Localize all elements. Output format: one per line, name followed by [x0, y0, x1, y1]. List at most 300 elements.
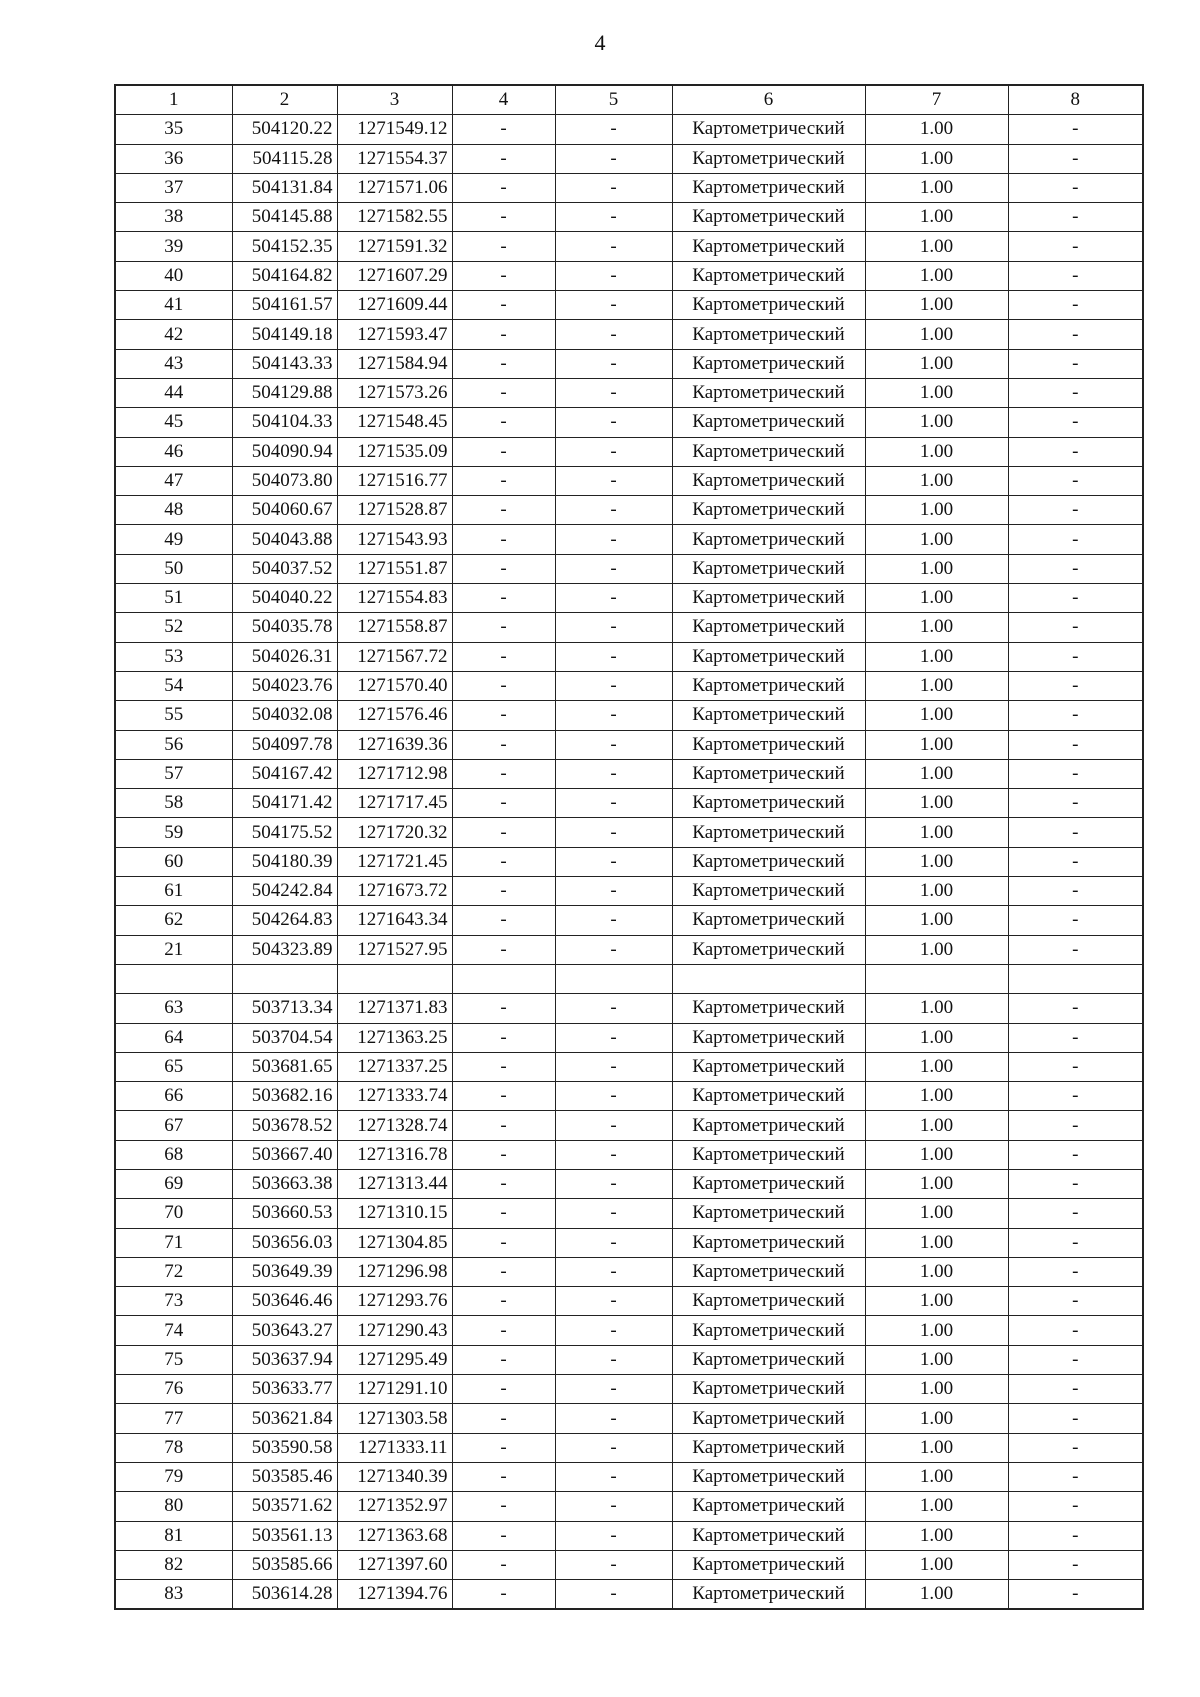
- x-coordinate-cell: 503646.46: [232, 1287, 337, 1316]
- col-5-cell: -: [555, 1375, 672, 1404]
- column-header-8: 8: [1008, 85, 1143, 115]
- col-4-cell: -: [452, 759, 555, 788]
- table-row: [115, 1345, 1143, 1374]
- col-5-cell: -: [555, 320, 672, 349]
- col-5-cell: -: [555, 906, 672, 935]
- accuracy-cell: 1.00: [865, 378, 1008, 407]
- col-8-cell: -: [1008, 818, 1143, 847]
- table-row: [115, 203, 1143, 232]
- point-number-cell: 65: [115, 1052, 232, 1081]
- method-cell: Картометрический: [672, 554, 865, 583]
- x-coordinate-cell: 504149.18: [232, 320, 337, 349]
- col-5-cell: -: [555, 994, 672, 1023]
- col-5-cell: -: [555, 466, 672, 495]
- x-coordinate-cell: 504090.94: [232, 437, 337, 466]
- col-5-cell: -: [555, 759, 672, 788]
- point-number-cell: 41: [115, 291, 232, 320]
- method-cell: Картометрический: [672, 994, 865, 1023]
- table-row: [115, 554, 1143, 583]
- col-4-cell: -: [452, 378, 555, 407]
- x-coordinate-cell: 503660.53: [232, 1199, 337, 1228]
- col-5-cell: -: [555, 1521, 672, 1550]
- x-coordinate-cell: 504131.84: [232, 173, 337, 202]
- col-4-cell: -: [452, 877, 555, 906]
- x-coordinate-cell: 504032.08: [232, 701, 337, 730]
- table-row: [115, 408, 1143, 437]
- method-cell: Картометрический: [672, 115, 865, 144]
- y-coordinate-cell: 1271593.47: [337, 320, 452, 349]
- x-coordinate-cell: 504164.82: [232, 261, 337, 290]
- col-8-cell: -: [1008, 994, 1143, 1023]
- col-5-cell: -: [555, 1228, 672, 1257]
- x-coordinate-cell: 503682.16: [232, 1082, 337, 1111]
- method-cell: Картометрический: [672, 642, 865, 671]
- col-5-cell: -: [555, 1580, 672, 1610]
- accuracy-cell: 1.00: [865, 232, 1008, 261]
- col-4-cell: -: [452, 349, 555, 378]
- col-5-cell: -: [555, 525, 672, 554]
- x-coordinate-cell: 503561.13: [232, 1521, 337, 1550]
- col-8-cell: -: [1008, 759, 1143, 788]
- col-4-cell: -: [452, 789, 555, 818]
- col-8-cell: -: [1008, 671, 1143, 700]
- accuracy-cell: 1.00: [865, 115, 1008, 144]
- col-8-cell: -: [1008, 877, 1143, 906]
- x-coordinate-cell: 503585.66: [232, 1550, 337, 1579]
- accuracy-cell: 1.00: [865, 789, 1008, 818]
- col-8-cell: -: [1008, 730, 1143, 759]
- table-row: [115, 730, 1143, 759]
- col-4-cell: -: [452, 701, 555, 730]
- table-row: [115, 1169, 1143, 1198]
- col-4-cell: -: [452, 1082, 555, 1111]
- col-4-cell: -: [452, 1111, 555, 1140]
- table-row: [115, 964, 1143, 993]
- col-8-cell: -: [1008, 232, 1143, 261]
- point-number-cell: 59: [115, 818, 232, 847]
- col-4-cell: -: [452, 1492, 555, 1521]
- col-4-cell: -: [452, 584, 555, 613]
- method-cell: Картометрический: [672, 847, 865, 876]
- col-5-cell: -: [555, 1287, 672, 1316]
- method-cell: Картометрический: [672, 496, 865, 525]
- col-5-cell: -: [555, 584, 672, 613]
- accuracy-cell: 1.00: [865, 408, 1008, 437]
- col-4-cell: -: [452, 613, 555, 642]
- method-cell: Картометрический: [672, 818, 865, 847]
- x-coordinate-cell: 504264.83: [232, 906, 337, 935]
- method-cell: Картометрический: [672, 730, 865, 759]
- col-5-cell: -: [555, 1023, 672, 1052]
- col-5-cell: -: [555, 642, 672, 671]
- y-coordinate-cell: 1271363.68: [337, 1521, 452, 1550]
- method-cell: Картометрический: [672, 759, 865, 788]
- col-4-cell: -: [452, 1404, 555, 1433]
- accuracy-cell: 1.00: [865, 1492, 1008, 1521]
- table-row: [115, 378, 1143, 407]
- column-header-2: 2: [232, 85, 337, 115]
- col-8-cell: -: [1008, 1521, 1143, 1550]
- col-5-cell: -: [555, 847, 672, 876]
- coordinates-table: [114, 84, 1144, 1610]
- method-cell: Картометрический: [672, 789, 865, 818]
- col-4-cell: -: [452, 496, 555, 525]
- accuracy-cell: 1.00: [865, 994, 1008, 1023]
- point-number-cell: 60: [115, 847, 232, 876]
- x-coordinate-cell: 504242.84: [232, 877, 337, 906]
- x-coordinate-cell: 504073.80: [232, 466, 337, 495]
- method-cell: Картометрический: [672, 701, 865, 730]
- x-coordinate-cell: 504026.31: [232, 642, 337, 671]
- col-4-cell: -: [452, 408, 555, 437]
- col-4-cell: -: [452, 818, 555, 847]
- y-coordinate-cell: 1271609.44: [337, 291, 452, 320]
- method-cell: Картометрический: [672, 232, 865, 261]
- method-cell: Картометрический: [672, 378, 865, 407]
- accuracy-cell: 1.00: [865, 554, 1008, 583]
- col-8-cell: -: [1008, 1082, 1143, 1111]
- point-number-cell: 54: [115, 671, 232, 700]
- table-row: [115, 1492, 1143, 1521]
- col-5-cell: -: [555, 1199, 672, 1228]
- method-cell: Картометрический: [672, 1375, 865, 1404]
- point-number-cell: 75: [115, 1345, 232, 1374]
- table-row: [115, 1082, 1143, 1111]
- col-8-cell: -: [1008, 1111, 1143, 1140]
- col-8-cell: -: [1008, 173, 1143, 202]
- point-number-cell: 76: [115, 1375, 232, 1404]
- x-coordinate-cell: 503590.58: [232, 1433, 337, 1462]
- table-row: [115, 1433, 1143, 1462]
- accuracy-cell: 1.00: [865, 1199, 1008, 1228]
- accuracy-cell: 1.00: [865, 1345, 1008, 1374]
- col-4-cell: -: [452, 1199, 555, 1228]
- accuracy-cell: 1.00: [865, 437, 1008, 466]
- table-row: [115, 466, 1143, 495]
- x-coordinate-cell: 503667.40: [232, 1140, 337, 1169]
- point-number-cell: 70: [115, 1199, 232, 1228]
- x-coordinate-cell: 504104.33: [232, 408, 337, 437]
- accuracy-cell: 1.00: [865, 320, 1008, 349]
- point-number-cell: 77: [115, 1404, 232, 1433]
- y-coordinate-cell: 1271293.76: [337, 1287, 452, 1316]
- col-8-cell: -: [1008, 261, 1143, 290]
- table-row: [115, 1023, 1143, 1052]
- x-coordinate-cell: 503704.54: [232, 1023, 337, 1052]
- y-coordinate-cell: 1271548.45: [337, 408, 452, 437]
- x-coordinate-cell: 503681.65: [232, 1052, 337, 1081]
- y-coordinate-cell: 1271295.49: [337, 1345, 452, 1374]
- col-8-cell: -: [1008, 554, 1143, 583]
- y-coordinate-cell: [337, 964, 452, 993]
- point-number-cell: 69: [115, 1169, 232, 1198]
- method-cell: Картометрический: [672, 144, 865, 173]
- table-row: [115, 496, 1143, 525]
- accuracy-cell: 1.00: [865, 261, 1008, 290]
- x-coordinate-cell: [232, 964, 337, 993]
- table-row: [115, 144, 1143, 173]
- table-body: [115, 115, 1143, 1610]
- col-4-cell: -: [452, 115, 555, 144]
- col-4-cell: -: [452, 1580, 555, 1610]
- y-coordinate-cell: 1271717.45: [337, 789, 452, 818]
- x-coordinate-cell: 504097.78: [232, 730, 337, 759]
- table-row: [115, 1462, 1143, 1491]
- col-8-cell: -: [1008, 378, 1143, 407]
- accuracy-cell: 1.00: [865, 1550, 1008, 1579]
- x-coordinate-cell: 504043.88: [232, 525, 337, 554]
- accuracy-cell: 1.00: [865, 173, 1008, 202]
- y-coordinate-cell: 1271516.77: [337, 466, 452, 495]
- col-4-cell: -: [452, 437, 555, 466]
- method-cell: Картометрический: [672, 173, 865, 202]
- col-8-cell: -: [1008, 1257, 1143, 1286]
- x-coordinate-cell: 503663.38: [232, 1169, 337, 1198]
- col-4-cell: -: [452, 1345, 555, 1374]
- y-coordinate-cell: 1271328.74: [337, 1111, 452, 1140]
- col-4-cell: -: [452, 1375, 555, 1404]
- method-cell: Картометрический: [672, 408, 865, 437]
- col-5-cell: -: [555, 173, 672, 202]
- col-5-cell: -: [555, 671, 672, 700]
- accuracy-cell: 1.00: [865, 701, 1008, 730]
- accuracy-cell: 1.00: [865, 1228, 1008, 1257]
- column-header-3: 3: [337, 85, 452, 115]
- col-5-cell: -: [555, 613, 672, 642]
- y-coordinate-cell: 1271352.97: [337, 1492, 452, 1521]
- col-4-cell: -: [452, 642, 555, 671]
- accuracy-cell: 1.00: [865, 291, 1008, 320]
- accuracy-cell: 1.00: [865, 203, 1008, 232]
- method-cell: Картометрический: [672, 466, 865, 495]
- method-cell: Картометрический: [672, 1082, 865, 1111]
- x-coordinate-cell: 504152.35: [232, 232, 337, 261]
- accuracy-cell: 1.00: [865, 1462, 1008, 1491]
- y-coordinate-cell: 1271558.87: [337, 613, 452, 642]
- col-8-cell: -: [1008, 613, 1143, 642]
- point-number-cell: 21: [115, 935, 232, 964]
- method-cell: Картометрический: [672, 320, 865, 349]
- x-coordinate-cell: 504161.57: [232, 291, 337, 320]
- point-number-cell: 78: [115, 1433, 232, 1462]
- accuracy-cell: 1.00: [865, 613, 1008, 642]
- col-4-cell: -: [452, 730, 555, 759]
- point-number-cell: 58: [115, 789, 232, 818]
- method-cell: Картометрический: [672, 1433, 865, 1462]
- method-cell: Картометрический: [672, 1287, 865, 1316]
- col-8-cell: -: [1008, 525, 1143, 554]
- col-8-cell: -: [1008, 1316, 1143, 1345]
- col-4-cell: [452, 964, 555, 993]
- accuracy-cell: 1.00: [865, 1082, 1008, 1111]
- table-row: [115, 261, 1143, 290]
- accuracy-cell: 1.00: [865, 1257, 1008, 1286]
- point-number-cell: [115, 964, 232, 993]
- col-5-cell: -: [555, 1345, 672, 1374]
- y-coordinate-cell: 1271535.09: [337, 437, 452, 466]
- accuracy-cell: 1.00: [865, 1375, 1008, 1404]
- y-coordinate-cell: 1271582.55: [337, 203, 452, 232]
- accuracy-cell: 1.00: [865, 730, 1008, 759]
- accuracy-cell: 1.00: [865, 1287, 1008, 1316]
- accuracy-cell: 1.00: [865, 349, 1008, 378]
- col-8-cell: -: [1008, 466, 1143, 495]
- y-coordinate-cell: 1271527.95: [337, 935, 452, 964]
- method-cell: Картометрический: [672, 1257, 865, 1286]
- col-5-cell: -: [555, 1082, 672, 1111]
- table-row: [115, 1228, 1143, 1257]
- table-row: [115, 1140, 1143, 1169]
- table-row: [115, 115, 1143, 144]
- point-number-cell: 50: [115, 554, 232, 583]
- method-cell: Картометрический: [672, 935, 865, 964]
- method-cell: Картометрический: [672, 1199, 865, 1228]
- method-cell: Картометрический: [672, 349, 865, 378]
- col-5-cell: -: [555, 818, 672, 847]
- y-coordinate-cell: 1271554.37: [337, 144, 452, 173]
- y-coordinate-cell: 1271554.83: [337, 584, 452, 613]
- y-coordinate-cell: 1271394.76: [337, 1580, 452, 1610]
- col-4-cell: -: [452, 1550, 555, 1579]
- y-coordinate-cell: 1271607.29: [337, 261, 452, 290]
- y-coordinate-cell: 1271304.85: [337, 1228, 452, 1257]
- method-cell: Картометрический: [672, 291, 865, 320]
- x-coordinate-cell: 503678.52: [232, 1111, 337, 1140]
- point-number-cell: 38: [115, 203, 232, 232]
- col-5-cell: -: [555, 144, 672, 173]
- table-row: [115, 1521, 1143, 1550]
- method-cell: [672, 964, 865, 993]
- method-cell: Картометрический: [672, 671, 865, 700]
- method-cell: Картометрический: [672, 1052, 865, 1081]
- table-row: [115, 320, 1143, 349]
- table-row: [115, 173, 1143, 202]
- col-4-cell: -: [452, 525, 555, 554]
- column-header-7: 7: [865, 85, 1008, 115]
- point-number-cell: 82: [115, 1550, 232, 1579]
- col-8-cell: -: [1008, 1550, 1143, 1579]
- point-number-cell: 68: [115, 1140, 232, 1169]
- col-5-cell: -: [555, 203, 672, 232]
- x-coordinate-cell: 504180.39: [232, 847, 337, 876]
- col-5-cell: -: [555, 437, 672, 466]
- accuracy-cell: 1.00: [865, 144, 1008, 173]
- col-4-cell: -: [452, 1169, 555, 1198]
- table-row: [115, 232, 1143, 261]
- column-header-5: 5: [555, 85, 672, 115]
- method-cell: Картометрический: [672, 1550, 865, 1579]
- method-cell: Картометрический: [672, 1580, 865, 1610]
- table-row: [115, 847, 1143, 876]
- point-number-cell: 37: [115, 173, 232, 202]
- col-5-cell: -: [555, 1550, 672, 1579]
- col-8-cell: -: [1008, 291, 1143, 320]
- x-coordinate-cell: 503649.39: [232, 1257, 337, 1286]
- col-5-cell: -: [555, 730, 672, 759]
- col-8-cell: -: [1008, 584, 1143, 613]
- col-8-cell: -: [1008, 1433, 1143, 1462]
- method-cell: Картометрический: [672, 525, 865, 554]
- column-header-4: 4: [452, 85, 555, 115]
- col-8-cell: -: [1008, 847, 1143, 876]
- method-cell: Картометрический: [672, 1023, 865, 1052]
- col-4-cell: -: [452, 671, 555, 700]
- y-coordinate-cell: 1271291.10: [337, 1375, 452, 1404]
- col-4-cell: -: [452, 1287, 555, 1316]
- point-number-cell: 45: [115, 408, 232, 437]
- accuracy-cell: 1.00: [865, 584, 1008, 613]
- col-4-cell: -: [452, 320, 555, 349]
- y-coordinate-cell: 1271397.60: [337, 1550, 452, 1579]
- method-cell: Картометрический: [672, 1404, 865, 1433]
- point-number-cell: 47: [115, 466, 232, 495]
- table-row: [115, 1052, 1143, 1081]
- col-5-cell: -: [555, 877, 672, 906]
- y-coordinate-cell: 1271712.98: [337, 759, 452, 788]
- col-5-cell: -: [555, 291, 672, 320]
- header-row: [115, 85, 1143, 115]
- table-row: [115, 906, 1143, 935]
- point-number-cell: 57: [115, 759, 232, 788]
- col-5-cell: -: [555, 554, 672, 583]
- col-4-cell: -: [452, 1462, 555, 1491]
- col-4-cell: -: [452, 1257, 555, 1286]
- table-row: [115, 789, 1143, 818]
- point-number-cell: 48: [115, 496, 232, 525]
- accuracy-cell: 1.00: [865, 466, 1008, 495]
- col-4-cell: -: [452, 1023, 555, 1052]
- col-5-cell: -: [555, 1169, 672, 1198]
- x-coordinate-cell: 504120.22: [232, 115, 337, 144]
- col-8-cell: -: [1008, 1140, 1143, 1169]
- point-number-cell: 81: [115, 1521, 232, 1550]
- col-8-cell: -: [1008, 789, 1143, 818]
- col-4-cell: -: [452, 1228, 555, 1257]
- col-4-cell: -: [452, 466, 555, 495]
- x-coordinate-cell: 503614.28: [232, 1580, 337, 1610]
- col-8-cell: -: [1008, 496, 1143, 525]
- accuracy-cell: 1.00: [865, 935, 1008, 964]
- point-number-cell: 43: [115, 349, 232, 378]
- point-number-cell: 49: [115, 525, 232, 554]
- table-row: [115, 759, 1143, 788]
- table-row: [115, 818, 1143, 847]
- table-row: [115, 437, 1143, 466]
- x-coordinate-cell: 503656.03: [232, 1228, 337, 1257]
- col-8-cell: [1008, 964, 1143, 993]
- col-4-cell: -: [452, 203, 555, 232]
- x-coordinate-cell: 504167.42: [232, 759, 337, 788]
- method-cell: Картометрический: [672, 1316, 865, 1345]
- x-coordinate-cell: 503637.94: [232, 1345, 337, 1374]
- method-cell: Картометрический: [672, 1228, 865, 1257]
- point-number-cell: 73: [115, 1287, 232, 1316]
- y-coordinate-cell: 1271340.39: [337, 1462, 452, 1491]
- x-coordinate-cell: 504143.33: [232, 349, 337, 378]
- col-5-cell: -: [555, 378, 672, 407]
- col-5-cell: -: [555, 1140, 672, 1169]
- method-cell: Картометрический: [672, 1345, 865, 1374]
- accuracy-cell: 1.00: [865, 1023, 1008, 1052]
- accuracy-cell: 1.00: [865, 642, 1008, 671]
- y-coordinate-cell: 1271573.26: [337, 378, 452, 407]
- col-5-cell: -: [555, 1111, 672, 1140]
- col-8-cell: -: [1008, 1052, 1143, 1081]
- col-8-cell: -: [1008, 1023, 1143, 1052]
- method-cell: Картометрический: [672, 877, 865, 906]
- x-coordinate-cell: 504175.52: [232, 818, 337, 847]
- column-header-1: 1: [115, 85, 232, 115]
